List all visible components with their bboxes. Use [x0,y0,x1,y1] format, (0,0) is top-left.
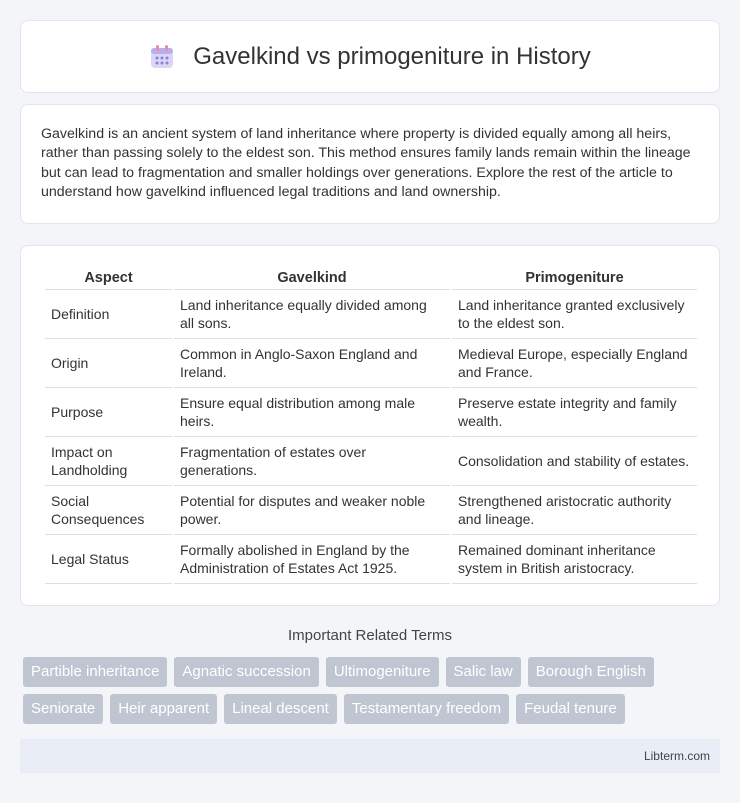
cell-aspect: Social Consequences [45,486,172,535]
related-term-tag[interactable]: Heir apparent [110,694,217,724]
related-term-tag[interactable]: Ultimogeniture [326,657,439,687]
comparison-table-card [20,245,720,606]
table-row [45,437,697,486]
table-row [45,486,697,535]
footer [20,739,720,773]
cell-aspect: Origin [45,339,172,388]
related-term-tag[interactable]: Salic law [446,657,521,687]
related-terms-heading: Important Related Terms [288,627,452,644]
cell-gavelkind: Formally abolished in England by the Administration of Estates Act 1925. [174,535,450,584]
table-row [45,290,697,339]
table-header-row [45,266,697,290]
header-gavelkind: Gavelkind [174,266,450,290]
calendar-icon [149,44,175,70]
related-term-tag[interactable]: Testamentary freedom [344,694,509,724]
related-terms-list [23,657,723,724]
header-primogeniture: Primogeniture [452,266,697,290]
table-row [45,535,697,584]
comparison-table [43,266,699,584]
related-term-tag[interactable]: Lineal descent [224,694,337,724]
title-card [20,20,720,93]
cell-gavelkind: Land inheritance equally divided among all sons. [174,290,450,339]
related-term-tag[interactable]: Borough English [528,657,654,687]
cell-primogeniture: Remained dominant inheritance system in British aristocracy. [452,535,697,584]
cell-aspect: Purpose [45,388,172,437]
cell-gavelkind: Ensure equal distribution among male heirs. [174,388,450,437]
cell-primogeniture: Land inheritance granted exclusively to the eldest son. [452,290,697,339]
cell-primogeniture: Medieval Europe, especially England and France. [452,339,697,388]
table-row [45,388,697,437]
cell-gavelkind: Potential for disputes and weaker noble power. [174,486,450,535]
cell-primogeniture: Consolidation and stability of estates. [452,437,697,486]
related-term-tag[interactable]: Agnatic succession [174,657,318,687]
related-term-tag[interactable]: Seniorate [23,694,103,724]
cell-aspect: Legal Status [45,535,172,584]
cell-gavelkind: Common in Anglo-Saxon England and Ireland. [174,339,450,388]
page-title: Gavelkind vs primogeniture in History [193,42,591,70]
header-aspect: Aspect [45,266,172,290]
related-term-tag[interactable]: Partible inheritance [23,657,167,687]
cell-primogeniture: Strengthened aristocratic authority and lineage. [452,486,697,535]
cell-primogeniture: Preserve estate integrity and family wealth. [452,388,697,437]
cell-aspect: Impact on Landholding [45,437,172,486]
intro-text: Gavelkind is an ancient system of land inheritance where property is divided equally among all heirs, rather than passing solely to the eldest son. This method ensures family lands remain within the lineage but can lead to fragmentation and smaller holdings over generations. Explore the rest of the article to understand how gavelkind influenced legal traditions and land ownership. [41,126,691,201]
table-row [45,339,697,388]
related-term-tag[interactable]: Feudal tenure [516,694,625,724]
cell-gavelkind: Fragmentation of estates over generations. [174,437,450,486]
intro-card [20,104,720,224]
footer-brand-link[interactable]: Libterm.com [643,749,710,763]
cell-aspect: Definition [45,290,172,339]
